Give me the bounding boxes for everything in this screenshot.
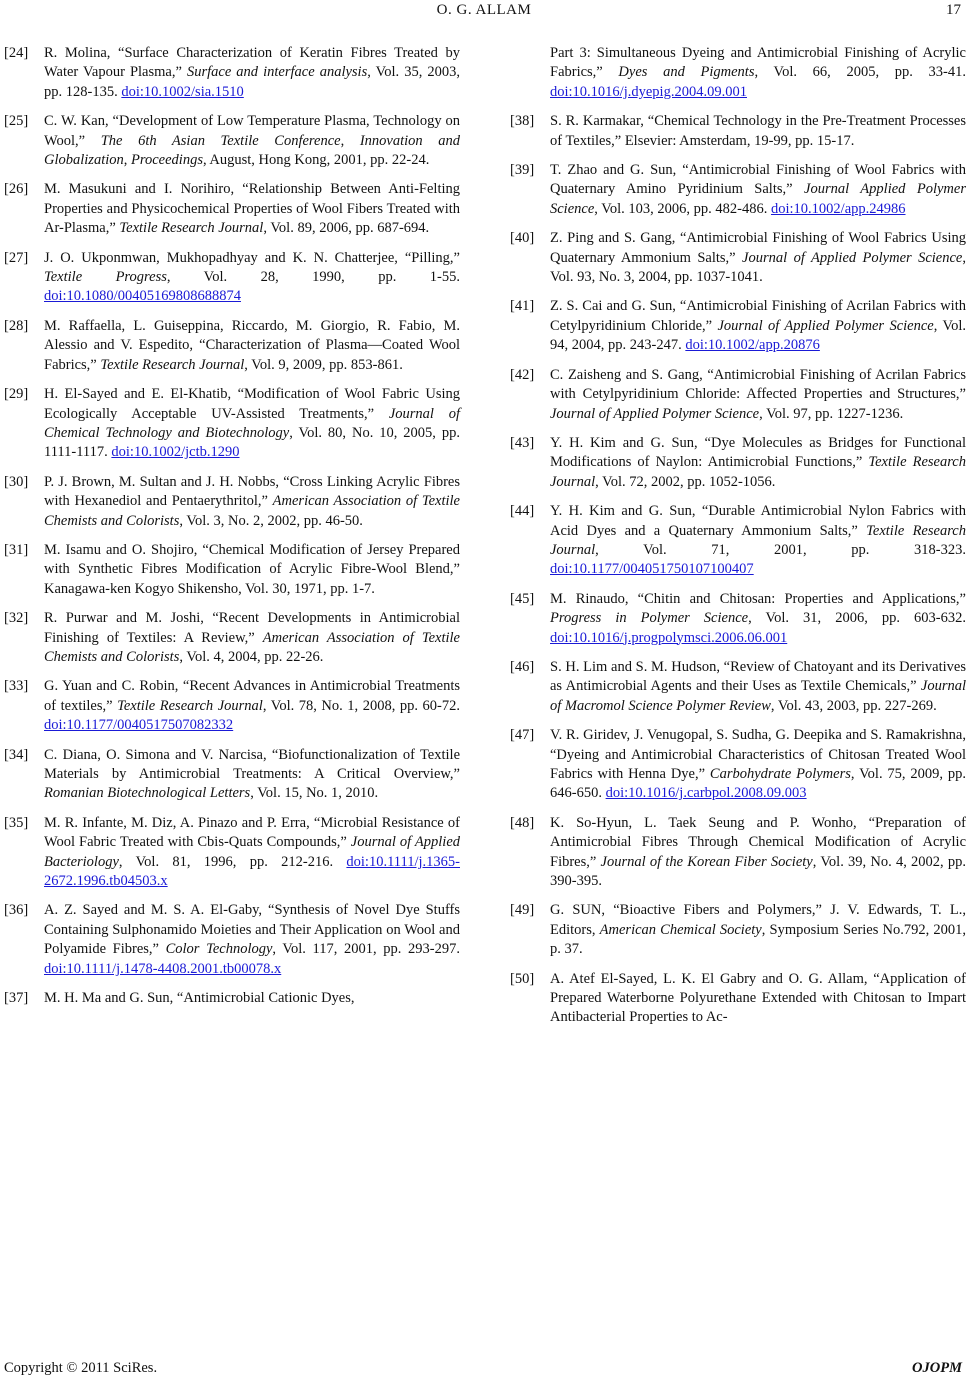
citation-text: V. R. Giridev, J. Venugopal, S. Sudha, G. Deepika and S. Ramakrishna, “Dyeing and Antimicrobial Characteristics of Chitosan Treated Wool Fabrics with Henna Dye,” bbox=[550, 727, 966, 782]
source-title: Proceedings bbox=[131, 152, 203, 169]
citation-text: , Vol. 15, No. 1, 2010. bbox=[250, 785, 379, 802]
reference-number: [27] bbox=[4, 249, 29, 266]
reference-entry bbox=[510, 726, 966, 804]
reference-entry bbox=[4, 989, 460, 1008]
citation-text: C. Diana, O. Simona and V. Narcisa, “Biofunctionalization of Textile Materials by Antimicrobial Treatments: A Critical Overview,” bbox=[44, 746, 460, 782]
doi-link[interactable]: doi:10.1111/j.1478-4408.2001.tb00078.x bbox=[44, 960, 282, 977]
citation-text: G. Yuan and C. Robin, “Recent Advances in Antimicrobial Treatments of textiles,” bbox=[44, 678, 460, 714]
reference-entry bbox=[4, 541, 460, 599]
reference-number: [28] bbox=[4, 317, 29, 334]
reference-number: [32] bbox=[4, 610, 29, 627]
reference-entry bbox=[4, 249, 460, 307]
reference-number: [35] bbox=[4, 814, 29, 831]
reference-number: [46] bbox=[510, 658, 535, 675]
reference-number: [30] bbox=[4, 473, 29, 490]
page-footer bbox=[4, 1360, 962, 1380]
reference-text bbox=[550, 44, 966, 102]
doi-link[interactable]: doi:10.1080/00405169808688874 bbox=[44, 288, 241, 305]
running-head-author: O. G. ALLAM bbox=[436, 2, 532, 18]
reference-entry bbox=[4, 814, 460, 892]
citation-text: , Vol. 9, 2009, pp. 853-861. bbox=[244, 356, 403, 373]
reference-text bbox=[44, 249, 460, 307]
reference-entry bbox=[510, 44, 966, 102]
citation-text: , Vol. 117, 2001, pp. 293-297. bbox=[272, 941, 460, 958]
reference-text bbox=[550, 112, 966, 151]
reference-number: [26] bbox=[4, 181, 29, 198]
reference-text bbox=[550, 297, 966, 355]
citation-text: Y. H. Kim and G. Sun, “Dye Molecules as Bridges for Functional Modifications of Naylon: Antimicrobial Functions,” bbox=[550, 434, 966, 471]
citation-text: , Vol. 78, No. 1, 2008, pp. 60-72. bbox=[262, 697, 460, 714]
reference-entry bbox=[4, 44, 460, 102]
source-title: Romanian Biotechnological Letters bbox=[44, 785, 251, 802]
citation-text: , Vol. 35, 2003, pp. 128-135. bbox=[44, 64, 460, 100]
reference-text bbox=[44, 609, 460, 667]
page-number: 17 bbox=[946, 2, 961, 18]
source-title: Textile Progress bbox=[44, 269, 167, 286]
reference-number: [36] bbox=[4, 902, 29, 919]
source-title: The 6th Asian Textile Conference bbox=[100, 132, 341, 149]
source-title: Surface and interface analysis bbox=[186, 64, 368, 81]
doi-link[interactable]: doi:10.1002/app.20876 bbox=[685, 337, 820, 354]
source-title: Innovation and Globalization bbox=[44, 132, 460, 169]
doi-link[interactable]: doi:10.1111/j.1365-2672.1996.tb04503.x bbox=[44, 853, 460, 890]
doi-link[interactable]: doi:10.1002/app.24986 bbox=[770, 200, 906, 217]
citation-text: , Vol. 97, pp. 1227-1236. bbox=[759, 405, 904, 422]
source-title: Progress in Polymer Science bbox=[550, 610, 749, 627]
reference-text bbox=[550, 161, 966, 219]
doi-link[interactable]: doi:10.1177/004051750107100407 bbox=[550, 561, 754, 578]
reference-text bbox=[550, 502, 966, 580]
source-title: Color Technology bbox=[165, 941, 273, 958]
citation-text: R. Molina, “Surface Characterization of Keratin Fibres Treated by Water Vapour Plasma,” bbox=[44, 45, 460, 81]
citation-text: , Vol. 93, No. 3, 2004, pp. 1037-1041. bbox=[550, 249, 966, 286]
reference-entry bbox=[510, 161, 966, 219]
citation-text: M. Rinaudo, “Chitin and Chitosan: Properties and Applications,” bbox=[550, 590, 966, 607]
citation-text: A. Z. Sayed and M. S. A. El-Gaby, “Synthesis of Novel Dye Stuffs Containing Sulphonamido Moieties and Their Application on Wool and Polyamide Fibres,” bbox=[44, 902, 460, 958]
reference-text bbox=[550, 726, 966, 804]
reference-number: [44] bbox=[510, 503, 535, 520]
citation-text: , Symposium Series No.792, 2001, p. 37. bbox=[550, 921, 967, 958]
reference-number: [43] bbox=[510, 434, 535, 451]
reference-entry bbox=[510, 901, 966, 959]
citation-text: , Vol. 4, 2004, pp. 22-26. bbox=[179, 648, 324, 665]
reference-text bbox=[550, 434, 966, 492]
doi-link[interactable]: doi:10.1177/0040517507082332 bbox=[44, 717, 234, 734]
source-title: Journal Applied Polymer Science bbox=[550, 181, 966, 217]
reference-number: [42] bbox=[510, 366, 535, 383]
doi-link[interactable]: doi:10.1016/j.progpolymsci.2006.06.001 bbox=[550, 629, 788, 646]
citation-text: M. H. Ma and G. Sun, “Antimicrobial Cationic Dyes, bbox=[44, 990, 355, 1007]
reference-number: [31] bbox=[4, 541, 29, 558]
reference-text bbox=[44, 814, 460, 892]
reference-text bbox=[44, 989, 460, 1008]
citation-text: , Vol. 89, 2006, pp. 687-694. bbox=[263, 220, 430, 237]
citation-text: Part 3: Simultaneous Dyeing and Antimicrobial Finishing of Acrylic Fabrics,” bbox=[550, 45, 966, 81]
journal-abbreviation: OJOPM bbox=[912, 1360, 962, 1376]
citation-text: , Vol. 81, 1996, pp. 212-216. bbox=[118, 853, 347, 870]
copyright-notice: Copyright © 2011 SciRes. bbox=[4, 1360, 158, 1376]
source-title: Textile Research Journal bbox=[550, 522, 966, 558]
source-title: Journal of Applied Polymer Science bbox=[550, 405, 760, 422]
reference-number: [49] bbox=[510, 902, 535, 919]
source-title: Journal of the Korean Fiber Society bbox=[600, 853, 813, 870]
citation-text: C. Zaisheng and S. Gang, “Antimicrobial Finishing of Acrilan Fabrics with Cetylpyridinium Chloride: Affected Properties and Structures,” bbox=[550, 366, 966, 403]
reference-text bbox=[550, 658, 966, 716]
reference-number: [33] bbox=[4, 678, 29, 695]
reference-number: [37] bbox=[4, 990, 29, 1007]
citation-text: S. R. Karmakar, “Chemical Technology in the Pre-Treatment Processes of Textiles,” Elsevier: Amsterdam, 19-99, pp. 15-17. bbox=[550, 113, 966, 149]
reference-text bbox=[44, 112, 460, 170]
citation-text: , Vol. 72, 2002, pp. 1052-1056. bbox=[595, 473, 776, 490]
reference-column-left bbox=[4, 44, 460, 1018]
reference-number: [40] bbox=[510, 230, 535, 247]
reference-entry bbox=[4, 180, 460, 238]
citation-text: M. Raffaella, L. Guiseppina, Riccardo, M. Giorgio, R. Fabio, M. Alessio and V. Espedito, “Characterization of Plasma—Coated Wool Fabrics,” bbox=[44, 317, 460, 373]
reference-number: [38] bbox=[510, 113, 535, 130]
source-title: Textile Research Journal bbox=[550, 454, 966, 490]
reference-entry bbox=[510, 814, 966, 892]
reference-number: [24] bbox=[4, 45, 29, 61]
citation-text: , Vol. 103, 2006, pp. 482-486. bbox=[594, 200, 771, 217]
reference-entry bbox=[510, 112, 966, 151]
reference-entry bbox=[510, 229, 966, 287]
reference-entry bbox=[4, 901, 460, 979]
reference-text bbox=[44, 473, 460, 531]
reference-text bbox=[44, 317, 460, 375]
reference-entry bbox=[4, 385, 460, 463]
citation-text: , bbox=[123, 152, 132, 169]
reference-text bbox=[550, 590, 966, 648]
source-title: American Association of Textile Chemists and Colorists bbox=[44, 493, 460, 529]
citation-text: M. R. Infante, M. Diz, A. Pinazo and P. Erra, “Microbial Resistance of Wool Fabric Treated with Cbis-Quats Compounds,” bbox=[44, 814, 460, 851]
source-title: American Chemical Society bbox=[599, 921, 762, 938]
source-title: Journal of Macromol Science Polymer Review bbox=[550, 678, 966, 714]
citation-text: J. O. Ukponmwan, Mukhopadhyay and K. N. Chatterjee, “Pilling,” bbox=[44, 249, 460, 266]
citation-text: H. El-Sayed and E. El-Khatib, “Modification of Wool Fabric Using Ecologically Acceptable UV-Assisted Treatments,” bbox=[44, 386, 460, 422]
reference-number: [29] bbox=[4, 386, 29, 403]
citation-text: M. Isamu and O. Shojiro, “Chemical Modification of Jersey Prepared with Synthetic Fibres Modification of Acrylic Fibre-Wool Blend,” Kanagawa-ken Kogyo Shikensho, Vol. 30, 1971, pp. 1-7. bbox=[44, 541, 460, 597]
citation-text: , Vol. 75, 2009, pp. 646-650. bbox=[550, 766, 966, 802]
reference-entry bbox=[510, 297, 966, 355]
citation-text: C. W. Kan, “Development of Low Temperature Plasma, Technology on Wool,” bbox=[44, 113, 460, 149]
citation-text: , Vol. 71, 2001, pp. 318-323. bbox=[595, 541, 966, 558]
citation-text: , Vol. 80, No. 10, 2005, pp. 1111-1117. bbox=[44, 424, 460, 461]
citation-text: G. SUN, “Bioactive Fibers and Polymers,” J. V. Edwards, T. L., Editors, bbox=[550, 902, 966, 938]
citation-text: K. So-Hyun, L. Taek Seung and P. Wonho, “Preparation of Antimicrobial Fibres Through Chemical Modification of Acrylic Fibres,” bbox=[550, 814, 966, 870]
reference-text bbox=[550, 901, 966, 959]
source-title: Journal of Applied Polymer Science bbox=[742, 249, 963, 266]
reference-text bbox=[44, 385, 460, 463]
reference-entry bbox=[4, 112, 460, 170]
reference-number: [47] bbox=[510, 727, 535, 744]
reference-text bbox=[550, 814, 966, 892]
citation-text: Z. Ping and S. Gang, “Antimicrobial Finishing of Wool Fabrics Using Quaternary Ammonium Salts,” bbox=[550, 230, 966, 266]
citation-text: S. H. Lim and S. M. Hudson, “Review of Chatoyant and its Derivatives as Antimicrobial Agents and their Uses as Textile Chemicals,” bbox=[550, 658, 966, 695]
citation-text: , Vol. 43, 2003, pp. 227-269. bbox=[770, 697, 937, 714]
citation-text: , Vol. 39, No. 4, 2002, pp. 390-395. bbox=[550, 853, 966, 890]
reference-text bbox=[44, 541, 460, 599]
citation-text: , Vol. 66, 2005, pp. 33-41. bbox=[754, 64, 967, 81]
citation-text: , August, Hong Kong, 2001, pp. 22-24. bbox=[202, 152, 430, 169]
doi-link[interactable]: doi:10.1002/jctb.1290 bbox=[111, 444, 240, 461]
source-title: Textile Research Journal bbox=[100, 356, 245, 373]
reference-entry bbox=[510, 970, 966, 1028]
reference-number: [39] bbox=[510, 162, 535, 179]
source-title: Journal of Chemical Technology and Biotechnology bbox=[44, 405, 460, 441]
citation-text: , Vol. 94, 2004, pp. 243-247. bbox=[550, 317, 966, 354]
reference-number: [48] bbox=[510, 814, 535, 831]
reference-text bbox=[44, 180, 460, 238]
citation-text: Y. H. Kim and G. Sun, “Durable Antimicrobial Nylon Fabrics with Acid Dyes and a Quaternary Ammonium Salts,” bbox=[550, 503, 966, 539]
citation-text: , bbox=[340, 132, 360, 149]
source-title: Journal of Applied Bacteriology bbox=[44, 834, 461, 870]
reference-text bbox=[44, 44, 460, 102]
citation-text: R. Purwar and M. Joshi, “Recent Developments in Antimicrobial Finishing of Textiles: A Review,” bbox=[44, 610, 460, 646]
reference-entry bbox=[4, 677, 460, 735]
reference-number: [25] bbox=[4, 113, 29, 130]
citation-text: , Vol. 28, 1990, pp. 1-55. bbox=[166, 269, 460, 286]
reference-text bbox=[44, 901, 460, 979]
source-title: Textile Research Journal bbox=[119, 220, 264, 237]
reference-text bbox=[44, 677, 460, 735]
reference-text bbox=[550, 970, 966, 1028]
reference-entry bbox=[510, 434, 966, 492]
citation-text: T. Zhao and G. Sun, “Antimicrobial Finishing of Wool Fabrics with Quaternary Amino Pyridinium Salts,” bbox=[550, 162, 966, 198]
reference-entry bbox=[510, 658, 966, 716]
doi-link[interactable]: doi:10.1016/j.carbpol.2008.09.003 bbox=[605, 785, 807, 802]
reference-number: [50] bbox=[510, 970, 535, 987]
reference-number bbox=[510, 44, 550, 102]
reference-entry bbox=[510, 502, 966, 580]
citation-text: , Vol. 3, No. 2, 2002, pp. 46-50. bbox=[179, 512, 363, 529]
reference-entry bbox=[4, 317, 460, 375]
reference-column-right bbox=[510, 44, 966, 1038]
source-title: Journal of Applied Polymer Science bbox=[717, 317, 934, 334]
reference-entry bbox=[510, 366, 966, 424]
reference-number: [45] bbox=[510, 590, 535, 607]
citation-text: , Vol. 31, 2006, pp. 603-632. bbox=[748, 610, 966, 627]
reference-text bbox=[550, 229, 966, 287]
citation-text: M. Masukuni and I. Norihiro, “Relationship Between Anti-Felting Properties and Physicochemical Properties of Wool Fibers Treated with Ar-Plasma,” bbox=[44, 181, 460, 237]
reference-entry bbox=[4, 609, 460, 667]
page-header bbox=[0, 2, 968, 22]
reference-entry bbox=[4, 746, 460, 804]
reference-text bbox=[550, 366, 966, 424]
reference-number: [34] bbox=[4, 746, 29, 763]
citation-text: Z. S. Cai and G. Sun, “Antimicrobial Finishing of Acrilan Fabrics with Cetylpyridinium Chloride,” bbox=[550, 298, 966, 334]
doi-link[interactable]: doi:10.1002/sia.1510 bbox=[121, 83, 244, 100]
reference-entry bbox=[4, 473, 460, 531]
source-title: Carbohydrate Polymers bbox=[709, 766, 851, 782]
reference-number: [41] bbox=[510, 298, 535, 315]
doi-link[interactable]: doi:10.1016/j.dyepig.2004.09.001 bbox=[550, 83, 747, 100]
citation-text: P. J. Brown, M. Sultan and J. H. Nobbs, “Cross Linking Acrylic Fibres with Hexanediol and Pentaerythritol,” bbox=[44, 473, 460, 510]
source-title: Dyes and Pigments bbox=[618, 64, 755, 81]
reference-text bbox=[44, 746, 460, 804]
citation-text: A. Atef El-Sayed, L. K. El Gabry and O. G. Allam, “Application of Prepared Waterborne Polyurethane Extended with Chitosan to Impart Antibacterial Properties to Ac- bbox=[550, 970, 966, 1026]
source-title: American Association of Textile Chemists and Colorists bbox=[44, 629, 460, 665]
reference-entry bbox=[510, 590, 966, 648]
source-title: Textile Research Journal bbox=[117, 697, 263, 714]
